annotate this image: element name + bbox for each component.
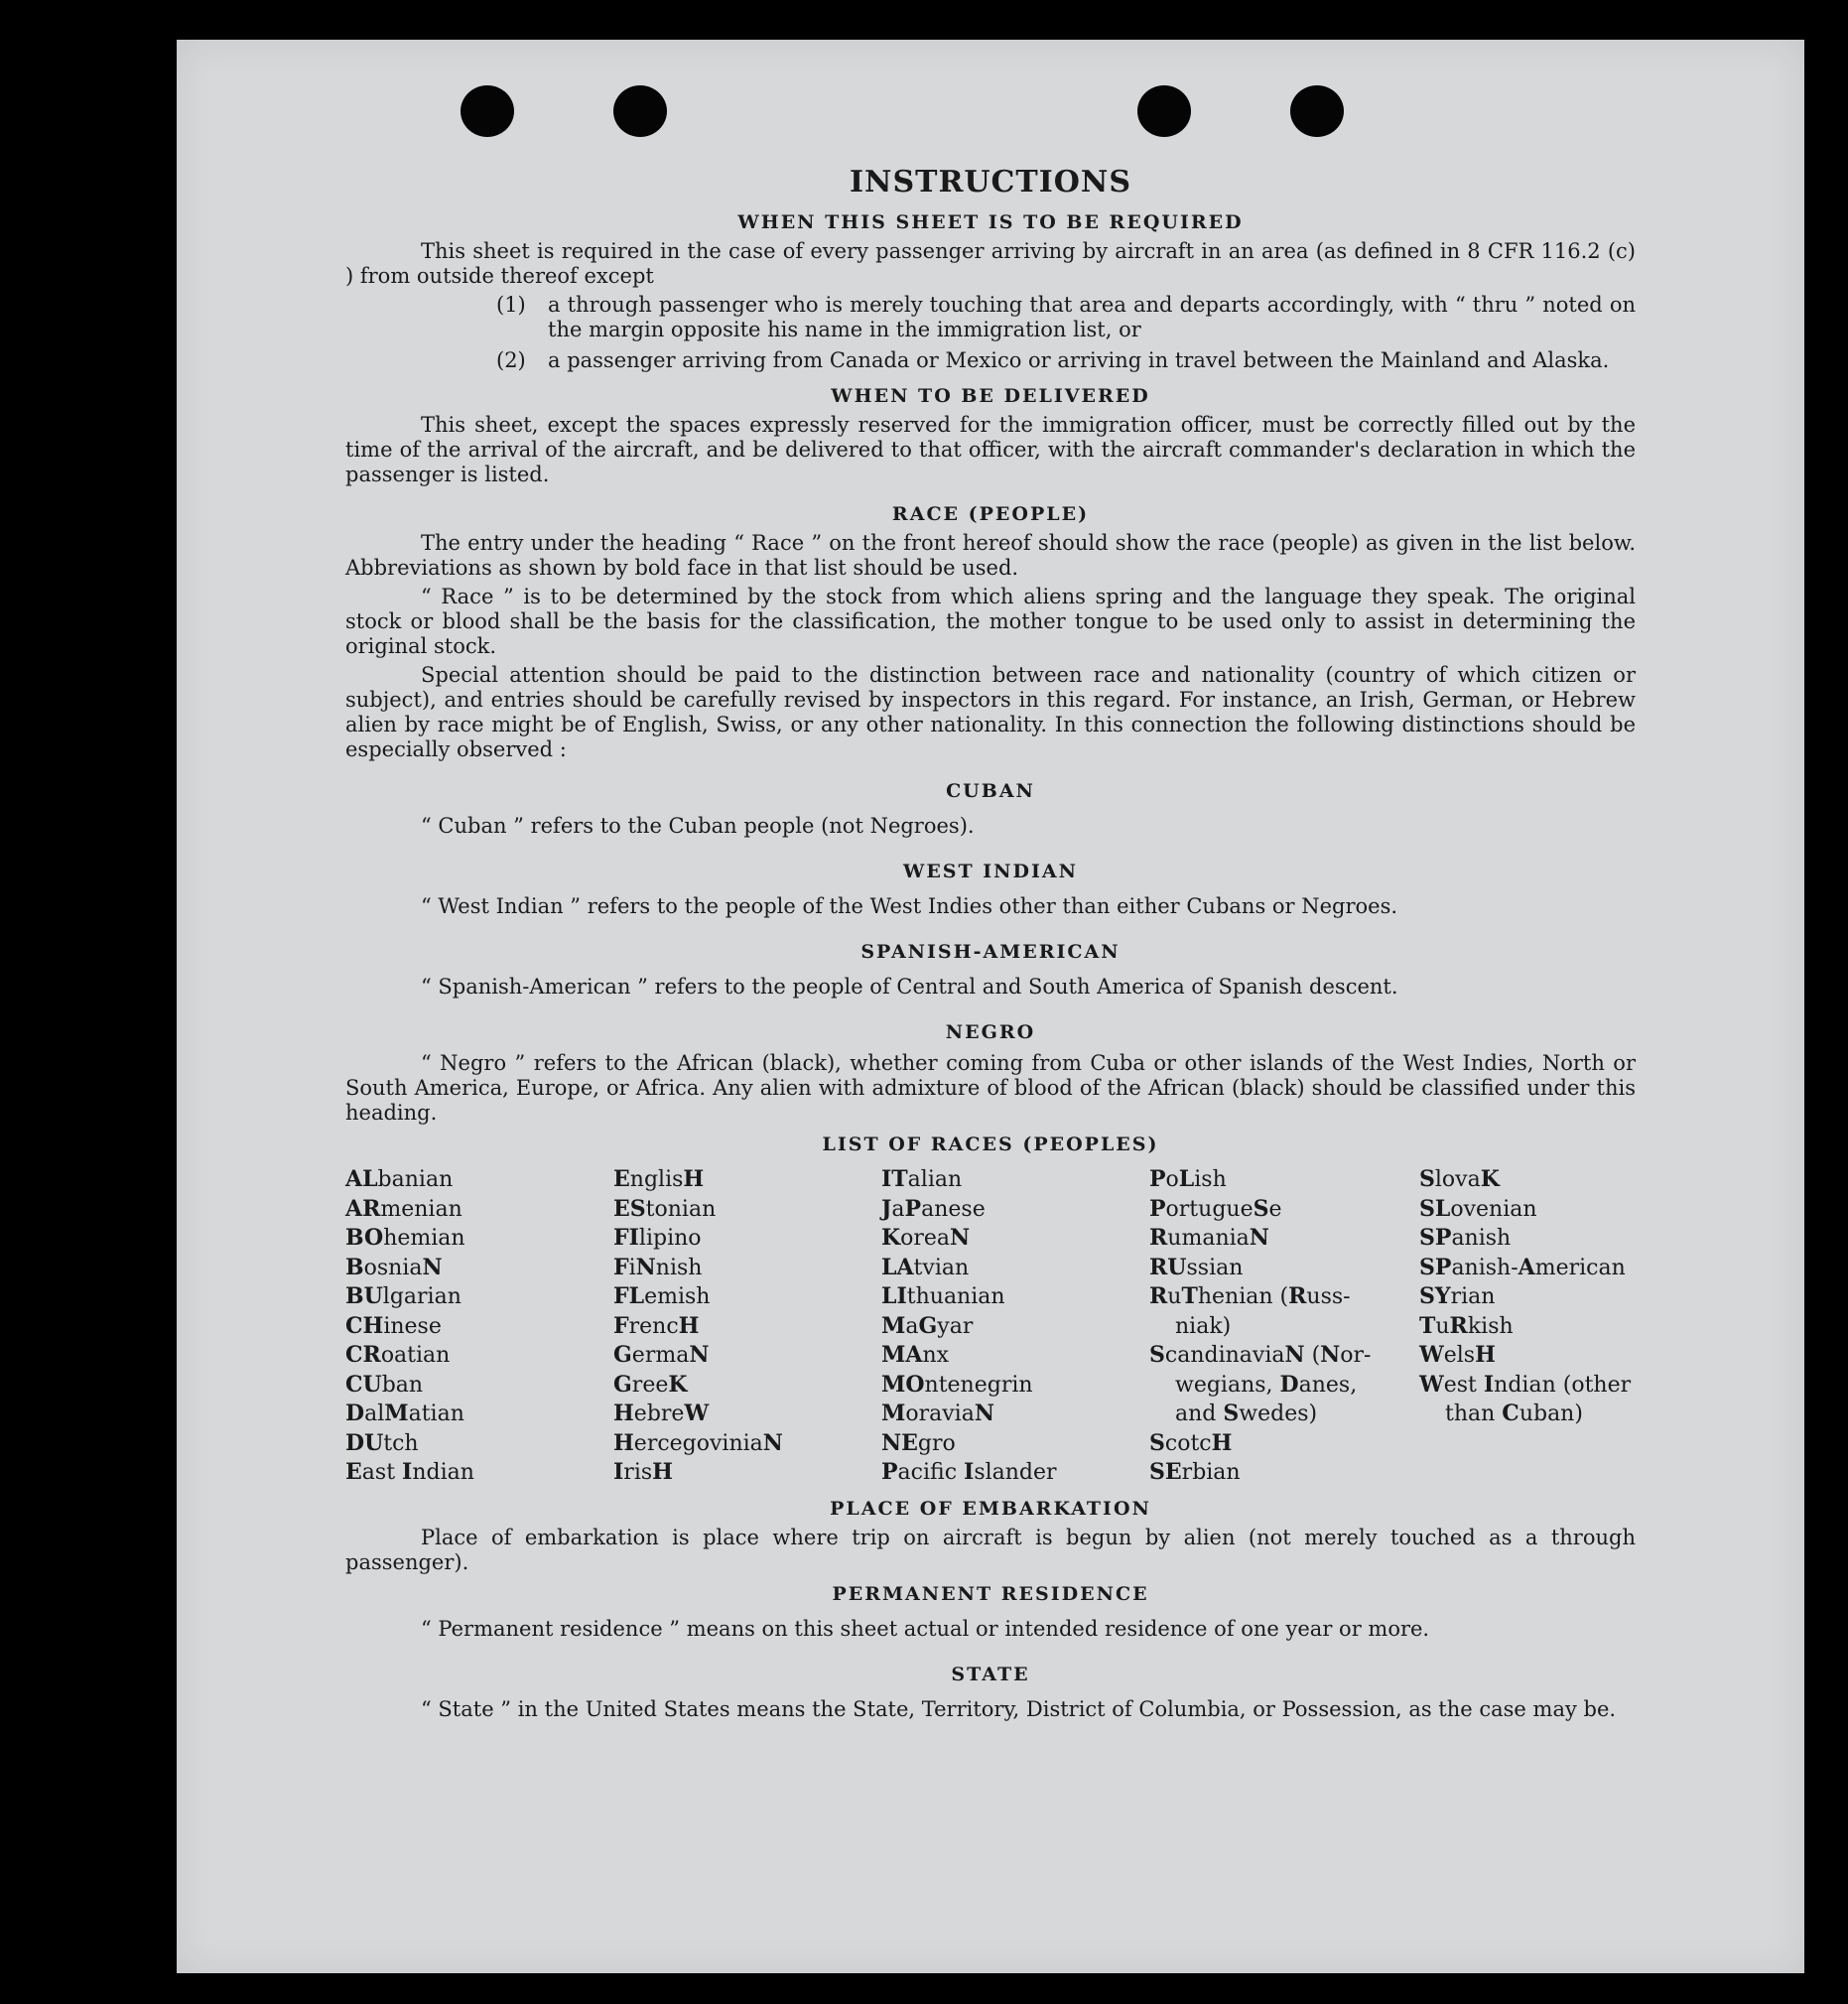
when-delivered-text: This sheet, except the spaces expressly reserved for the immigration officer, must be correctly filled out by the time of the arrival of the aircraft, and be delivered to that officer, with the aircraft commander's declaration in which the passenger is listed.: [345, 413, 1636, 486]
section-heading-when-required: WHEN THIS SHEET IS TO BE REQUIRED: [737, 211, 1244, 233]
list-item: (1) a through passenger who is merely touching that area and departs accordingly, with “ thru ” noted on the margin opposite his name in the immigration list, or: [496, 293, 1636, 341]
section-heading-when-delivered: WHEN TO BE DELIVERED: [831, 385, 1150, 407]
west-indian-text: “ West Indian ” refers to the people of the West Indies other than either Cubans or Negroes.: [421, 894, 1398, 918]
punch-hole: [1290, 85, 1344, 137]
section-heading-spanish-american: SPANISH-AMERICAN: [860, 941, 1121, 963]
when-required-intro: This sheet is required in the case of every passenger arriving by aircraft in an area (as defined in 8 CFR 116.2 (c) ) from outside thereof except: [345, 239, 1636, 288]
race-paragraph-3: Special attention should be paid to the distinction between race and nationality (country of which citizen or subject), and entries should be carefully revised by inspectors in this regard. For instance, an Irish, German, or Hebrew alien by race might be of English, Swiss, or any other nationality. In this connection the following distinctions should be especially observed :: [345, 663, 1636, 761]
section-heading-cuban: CUBAN: [946, 780, 1035, 802]
punch-hole: [613, 85, 667, 137]
punch-hole: [1137, 85, 1191, 137]
section-heading-embarkation: PLACE OF EMBARKATION: [830, 1497, 1151, 1520]
cuban-text: “ Cuban ” refers to the Cuban people (not Negroes).: [421, 814, 975, 838]
section-heading-race: RACE (PEOPLE): [891, 503, 1090, 525]
section-heading-west-indian: WEST INDIAN: [902, 861, 1079, 882]
races-list: [345, 1165, 1636, 1488]
list-item: (2) a passenger arriving from Canada or Mexico or arriving in travel between the Mainland and Alaska.: [496, 348, 1610, 372]
races-column-4: PoLish PortugueSe RumaniaN RUssian RuThenian (Russ- niak) ScandinaviaN (Nor- wegians, Danes, and Swedes) ScotcH SErbian: [1149, 1166, 1372, 1485]
race-paragraph-2: “ Race ” is to be determined by the stock from which aliens spring and the language they speak. The original stock or blood shall be the basis for the classification, the mother tongue to be used only to assist in determining the original stock.: [345, 585, 1636, 658]
page-title: INSTRUCTIONS: [850, 165, 1131, 200]
punch-hole: [461, 85, 514, 137]
state-text: “ State ” in the United States means the State, Territory, District of Columbia, or Possession, as the case may be.: [421, 1696, 1617, 1721]
embarkation-text: Place of embarkation is place where trip on aircraft is begun by alien (not merely touched as a through passenger).: [345, 1525, 1636, 1574]
section-heading-races-list: LIST OF RACES (PEOPLES): [822, 1134, 1159, 1155]
spanish-american-text: “ Spanish-American ” refers to the people of Central and South America of Spanish descent.: [421, 975, 1398, 999]
exception-list: [496, 293, 1636, 373]
section-heading-state: STATE: [951, 1663, 1030, 1685]
instructions-content: [345, 165, 1636, 1722]
races-column-1: ALbanian ARmenian BOhemian BosniaN BUlgarian CHinese CRoatian CUban DalMatian DUtch East Indian: [345, 1166, 474, 1485]
document-page: [177, 40, 1804, 1973]
section-heading-residence: PERMANENT RESIDENCE: [832, 1582, 1149, 1605]
race-paragraph-1: The entry under the heading “ Race ” on the front hereof should show the race (people) as given in the list below. Abbreviations as shown by bold face in that list should be used.: [345, 531, 1636, 580]
races-column-5: SlovaK SLovenian SPanish SPanish-American SYrian TuRkish WelsH West Indian (other than Cuban): [1419, 1166, 1632, 1426]
races-column-3: ITalian JaPanese KoreaN LAtvian LIthuanian MaGyar MAnx MOntenegrin MoraviaN NEgro Pacific Islander: [881, 1166, 1057, 1485]
races-column-2: EnglisH EStonian FIlipino FiNnish FLemish FrencH GermaN GreeK HebreW HercegoviniaN IrisH: [613, 1166, 783, 1485]
section-heading-negro: NEGRO: [945, 1021, 1036, 1043]
negro-text: “ Negro ” refers to the African (black), whether coming from Cuba or other islands of the West Indies, North or South America, Europe, or Africa. Any alien with admixture of blood of the African (black) should be classified under this heading.: [345, 1051, 1636, 1125]
residence-text: “ Permanent residence ” means on this sheet actual or intended residence of one year or more.: [421, 1616, 1430, 1641]
